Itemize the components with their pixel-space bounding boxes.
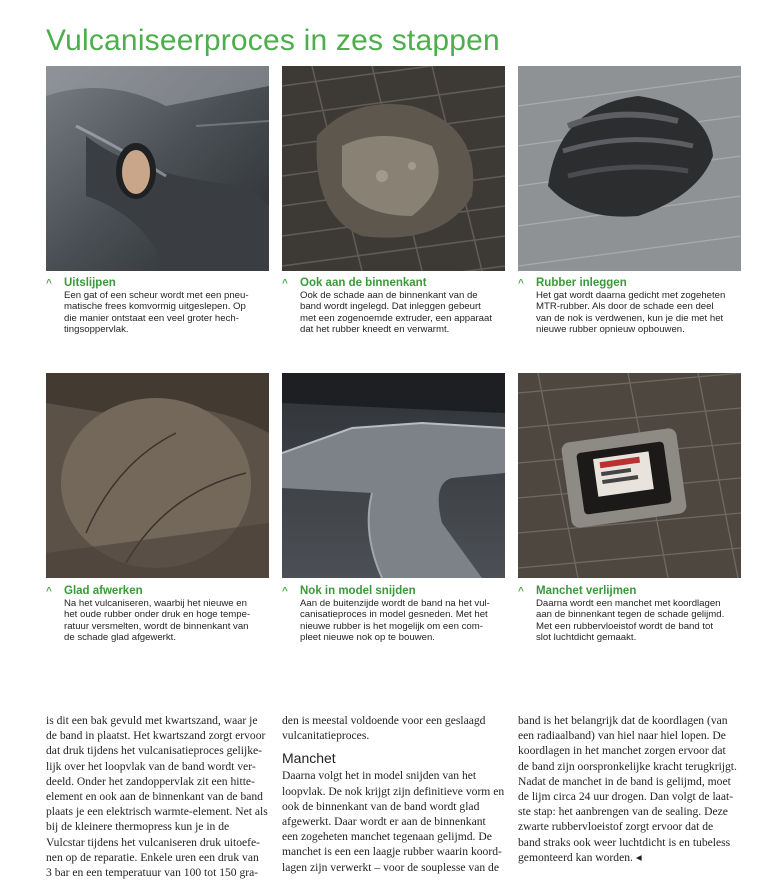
caption-line: Aan de buitenzijde wordt de band na het vul- (300, 598, 490, 609)
caption-line: tingsoppervlak. (64, 324, 129, 336)
body-line: loopvlak. De nok krijgt zijn definitieve vorm en (282, 784, 505, 798)
body-line: plaats je een elektrisch warmte-element. Net als (46, 805, 268, 819)
caption-line: aan de binnenkant tegen de schade gelijmd. (536, 609, 725, 621)
photo-binnenkant (282, 66, 505, 271)
caption-line: Een gat of een scheur wordt met een pneu- (64, 290, 249, 301)
caption-line: ratuur versmelten, wordt de binnenkant van (64, 620, 249, 632)
body-line: afgewerkt. Daar wordt er aan de binnenkant (282, 815, 486, 829)
caption-line: matische frees komvormig uitgeslepen. Op (64, 301, 246, 313)
body-line: koordlagen in het manchet zorgen ervoor dat (518, 744, 726, 758)
caption-line: Met een rubbervloeistof wordt de band tot (536, 620, 714, 632)
caption-line: de schade glad afgewerkt. (64, 632, 177, 644)
caption-line: slot luchtdicht gemaakt. (536, 632, 637, 644)
caret-icon: ^ (46, 277, 52, 289)
caption-line: Na het vulcaniseren, waarbij het nieuwe en (64, 598, 247, 609)
photo-rubber-inleggen (518, 66, 741, 271)
caret-icon: ^ (282, 277, 288, 289)
body-column-2 (282, 713, 512, 875)
caption-line: die manier ontstaat een veel groter hech- (64, 312, 239, 324)
body-line: ste stap: het aanbrengen van de sealing. Deze (518, 805, 728, 819)
body-line: den is meestal voldoende voor een geslaagd (282, 714, 486, 727)
caption-heading: Ook aan de binnenkant (300, 277, 427, 289)
caption-line: dat het rubber kneedt en verwarmt. (300, 324, 450, 336)
body-line: is dit een bak gevuld met kwartszand, waar je (46, 714, 258, 727)
body-line: Nadat de manchet in de band is gelijmd, moet (518, 774, 731, 788)
caption-uitslijpen (46, 276, 271, 336)
body-line: band straks ook weer luchtdicht is en tubeless (518, 835, 731, 849)
body-line: element en ook aan de binnenkant van de band (46, 790, 263, 804)
caption-glad-afwerken (46, 584, 271, 644)
subheading-manchet: Manchet (282, 750, 336, 767)
body-line: de band zijn oorspronkelijke kracht terugkrijgt. (518, 759, 737, 773)
body-column-1 (46, 713, 276, 880)
body-line: lijk over het loopvlak van de band wordt ver- (46, 759, 256, 773)
caption-heading: Glad afwerken (64, 585, 143, 597)
body-line: 3 bar en een temperatuur van 100 tot 150 gra- (46, 866, 259, 880)
caption-manchet (518, 584, 743, 644)
body-line: een zogeheten manchet tegenaan gelijmd. De (282, 830, 492, 844)
caret-icon: ^ (518, 585, 524, 597)
body-line: manchet is een een laagje rubber waarin koord- (282, 845, 502, 859)
caption-line: Het gat wordt daarna gedicht met zogeheten (536, 290, 726, 301)
caption-line: canisatieproces in model gesneden. Met het (300, 609, 488, 621)
body-line: de lijm circa 24 uur drogen. Dan volgt de laat- (518, 790, 734, 804)
page-title: Vulcaniseerproces in zes stappen (46, 24, 500, 57)
caption-line: pleet nieuwe nok op te bouwen. (300, 632, 435, 644)
caption-heading: Rubber inleggen (536, 277, 627, 289)
body-column-3 (518, 713, 748, 865)
photo-nok-snijden (282, 373, 505, 578)
caption-line: band wordt ingelegd. Dat inleggen gebeurt (300, 301, 481, 313)
photo-glad-afwerken (46, 373, 269, 578)
body-line: lagen zijn verwerkt – voor de souplesse van de (282, 860, 499, 874)
body-line: dat druk tijdens het vulcanisatieproces gelijke- (46, 744, 263, 758)
caption-binnenkant (282, 276, 507, 336)
caption-line: Ook de schade aan de binnenkant van de (300, 290, 478, 301)
body-line: gemonteerd kan worden. ◂ (518, 850, 642, 864)
body-line: deeld. Onder het zandoppervlak zit een hitte- (46, 774, 255, 788)
caption-line: van de nok is verdwenen, kun je die met het (536, 312, 724, 324)
caret-icon: ^ (46, 585, 52, 597)
caption-heading: Nok in model snijden (300, 585, 416, 597)
body-line: Vulcstar tijdens het vulcaniseren druk uitoefe- (46, 835, 261, 849)
body-line: nen op de reparatie. Enkele uren een druk van (46, 850, 259, 864)
caption-line: nieuwe rubber is het mogelijk om een com- (300, 620, 483, 632)
photo-uitslijpen (46, 66, 269, 271)
caption-heading: Manchet verlijmen (536, 585, 637, 597)
caption-line: nieuwe rubber opnieuw opbouwen. (536, 324, 685, 336)
caption-nok-snijden (282, 584, 507, 644)
body-line: bij de kleinere thermopress kun je in de (46, 820, 230, 834)
caption-heading: Uitslijpen (64, 277, 116, 289)
caret-icon: ^ (282, 585, 288, 597)
body-line: ook de binnenkant van de band wordt glad (282, 799, 480, 813)
body-line: band is het belangrijk dat de koordlagen (van (518, 714, 728, 727)
caption-line: MTR-rubber. Als door de schade een deel (536, 301, 714, 313)
caret-icon: ^ (518, 277, 524, 289)
caption-line: het oude rubber onder druk en hoge tempe- (64, 609, 251, 621)
body-line: vulcanitatieproces. (282, 729, 370, 743)
body-line: een radiaalband) van hiel naar hiel lopen. De (518, 729, 726, 743)
body-line: de band in plaatst. Het kwartszand zorgt ervoor (46, 729, 266, 743)
caption-rubber-inleggen (518, 276, 743, 336)
photo-manchet (518, 373, 741, 578)
caption-line: met een zogenoemde extruder, een apparaat (300, 312, 493, 324)
caption-line: Daarna wordt een manchet met koordlagen (536, 598, 721, 609)
body-line: zwarte rubbervloeistof zorgt ervoor dat de (518, 820, 714, 834)
body-line: Daarna volgt het in model snijden van het (282, 769, 477, 783)
